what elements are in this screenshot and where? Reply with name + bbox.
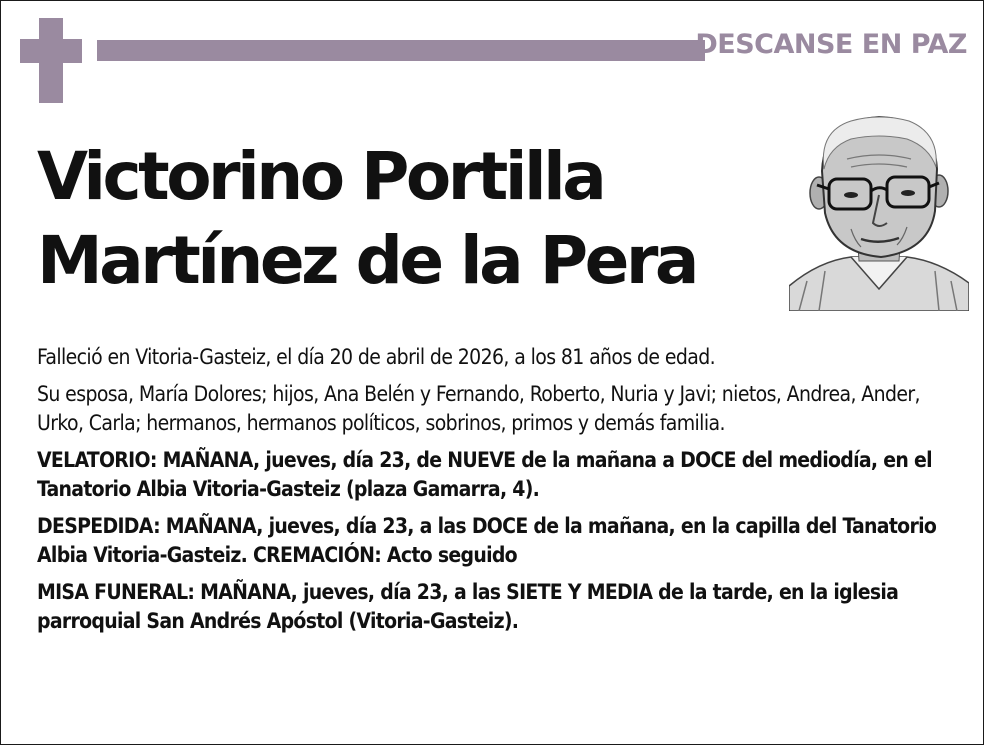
wake-notice: VELATORIO: MAÑANA, jueves, día 23, de NUEVE de la mañana a DOCE del mediodía, en el Tanatorio Albia Vitoria-Gasteiz (plaza Gamarra, 4). <box>37 448 932 501</box>
name-line-2: Martínez de la Pera <box>37 222 696 299</box>
portrait-photo <box>789 111 969 311</box>
header-tag: DESCANSE EN PAZ <box>695 29 967 60</box>
funeral-mass-notice: MISA FUNERAL: MAÑANA, jueves, día 23, a las SIETE Y MEDIA de la tarde, en la iglesia parroquial San Andrés Apóstol (Vitoria-Gasteiz). <box>37 580 899 633</box>
name-line-1: Victorino Portilla <box>37 138 604 215</box>
portrait-illustration <box>789 111 969 311</box>
obituary-body <box>37 343 937 644</box>
family-notice: Su esposa, María Dolores; hijos, Ana Belén y Fernando, Roberto, Nuria y Javi; nietos, Andrea, Ander, Urko, Carla; hermanos, hermanos políticos, sobrinos, primos y demás familia. <box>37 382 920 435</box>
deceased-name <box>37 135 696 303</box>
death-notice: Falleció en Vitoria-Gasteiz, el día 20 de abril de 2026, a los 81 años de edad. <box>37 345 716 369</box>
header-rule <box>97 40 705 61</box>
cross-icon-bar <box>20 39 82 63</box>
farewell-notice: DESPEDIDA: MAÑANA, jueves, día 23, a las DOCE de la mañana, en la capilla del Tanatorio Albia Vitoria-Gasteiz. CREMACIÓN: Acto seguido <box>37 514 937 567</box>
